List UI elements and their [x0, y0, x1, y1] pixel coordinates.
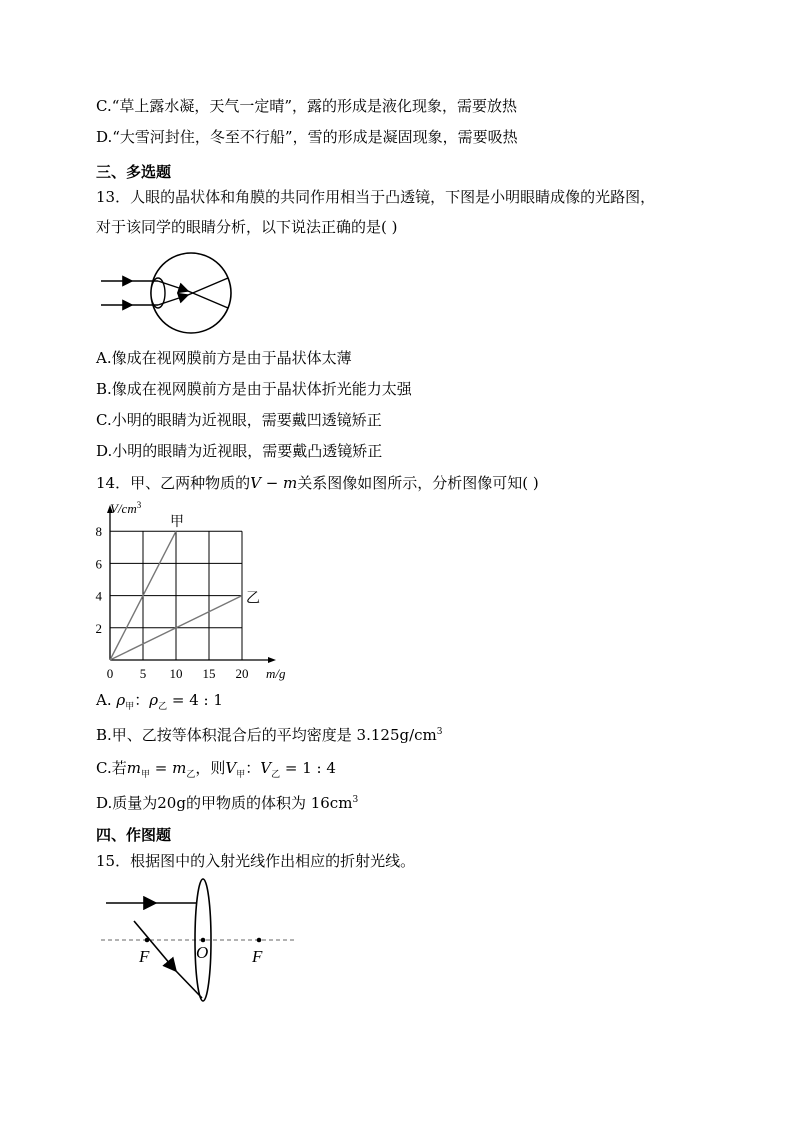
q13-option-a: A.像成在视网膜前方是由于晶状体太薄 — [96, 349, 352, 367]
focus-left-label: F — [139, 947, 150, 966]
x-axis-label: m/g — [266, 666, 286, 681]
q12-option-c: C.“草上露水凝，天气一定晴”，露的形成是液化现象，需要放热 — [96, 97, 518, 115]
focus-right-point — [257, 938, 262, 943]
focus-left-point — [145, 938, 150, 943]
q12-option-d: D.“大雪河封住，冬至不行船”，雪的形成是凝固现象，需要吸热 — [96, 128, 518, 146]
q14-stem-prefix: 14．甲、乙两种物质的 — [96, 474, 251, 492]
y-tick-label: 6 — [95, 556, 102, 572]
chart-axes — [107, 505, 276, 663]
q13-option-b: B.像成在视网膜前方是由于晶状体折光能力太强 — [96, 380, 412, 398]
chart-series — [110, 514, 260, 660]
q14-option-a: A. $\rho_甲$：$\rho_乙 = 4$ : 1 — [96, 691, 223, 712]
chart-ticks — [96, 524, 249, 681]
q15-stem: 15．根据图中的入射光线作出相应的折射光线。 — [96, 852, 416, 870]
chart-grid — [110, 531, 242, 660]
focus-right-label: F — [252, 947, 263, 966]
y-axis-label: $V/cm^3$ — [110, 500, 142, 516]
y-tick-label: 2 — [95, 620, 102, 636]
section-title-multiple-choice: 三、多选题 — [96, 163, 172, 181]
y-tick-label: 8 — [95, 524, 102, 540]
q14-stem-variable: V − m — [250, 474, 298, 492]
q13-option-c: C.小明的眼睛为近视眼，需要戴凹透镜矫正 — [96, 411, 382, 429]
x-axis-arrow — [268, 657, 276, 663]
x-tick-label: 0 — [106, 666, 114, 681]
series-label-yi: 乙 — [246, 591, 260, 607]
q14-option-d: D.质量为20g的甲物质的体积为 $16cm^3$ — [96, 794, 359, 812]
vm-chart — [88, 500, 308, 690]
x-tick-label: 10 — [169, 666, 183, 681]
q13-stem-line2: 对于该同学的眼睛分析，以下说法正确的是( ) — [96, 218, 398, 236]
x-tick-label: 5 — [139, 666, 147, 681]
y-tick-label: 4 — [95, 588, 102, 604]
optical-center-label: O — [196, 943, 209, 962]
x-tick-label: 20 — [235, 666, 249, 681]
lens-diagram — [96, 878, 306, 1008]
q14-stem — [96, 473, 539, 493]
q13-option-d: D.小明的眼睛为近视眼，需要戴凸透镜矫正 — [96, 442, 383, 460]
q14-option-b: B.甲、乙按等体积混合后的平均密度是 $3.125g/cm^3$ — [96, 726, 443, 744]
section-title-drawing: 四、作图题 — [96, 826, 172, 844]
optical-center-point — [201, 938, 206, 943]
q13-stem-line1: 13．人眼的晶状体和角膜的共同作用相当于凸透镜，下图是小明眼睛成像的光路图， — [96, 188, 656, 206]
x-tick-label: 15 — [202, 666, 216, 681]
series-label-jia: 甲 — [170, 515, 184, 531]
eye-diagram — [96, 255, 246, 345]
q14-stem-suffix: 关系图像如图所示，分析图像可知( ) — [297, 474, 539, 492]
q14-option-c: C.若$m_甲 = m_乙$，则$V_甲$：$V_乙 = 1$ : 4 — [96, 759, 336, 780]
